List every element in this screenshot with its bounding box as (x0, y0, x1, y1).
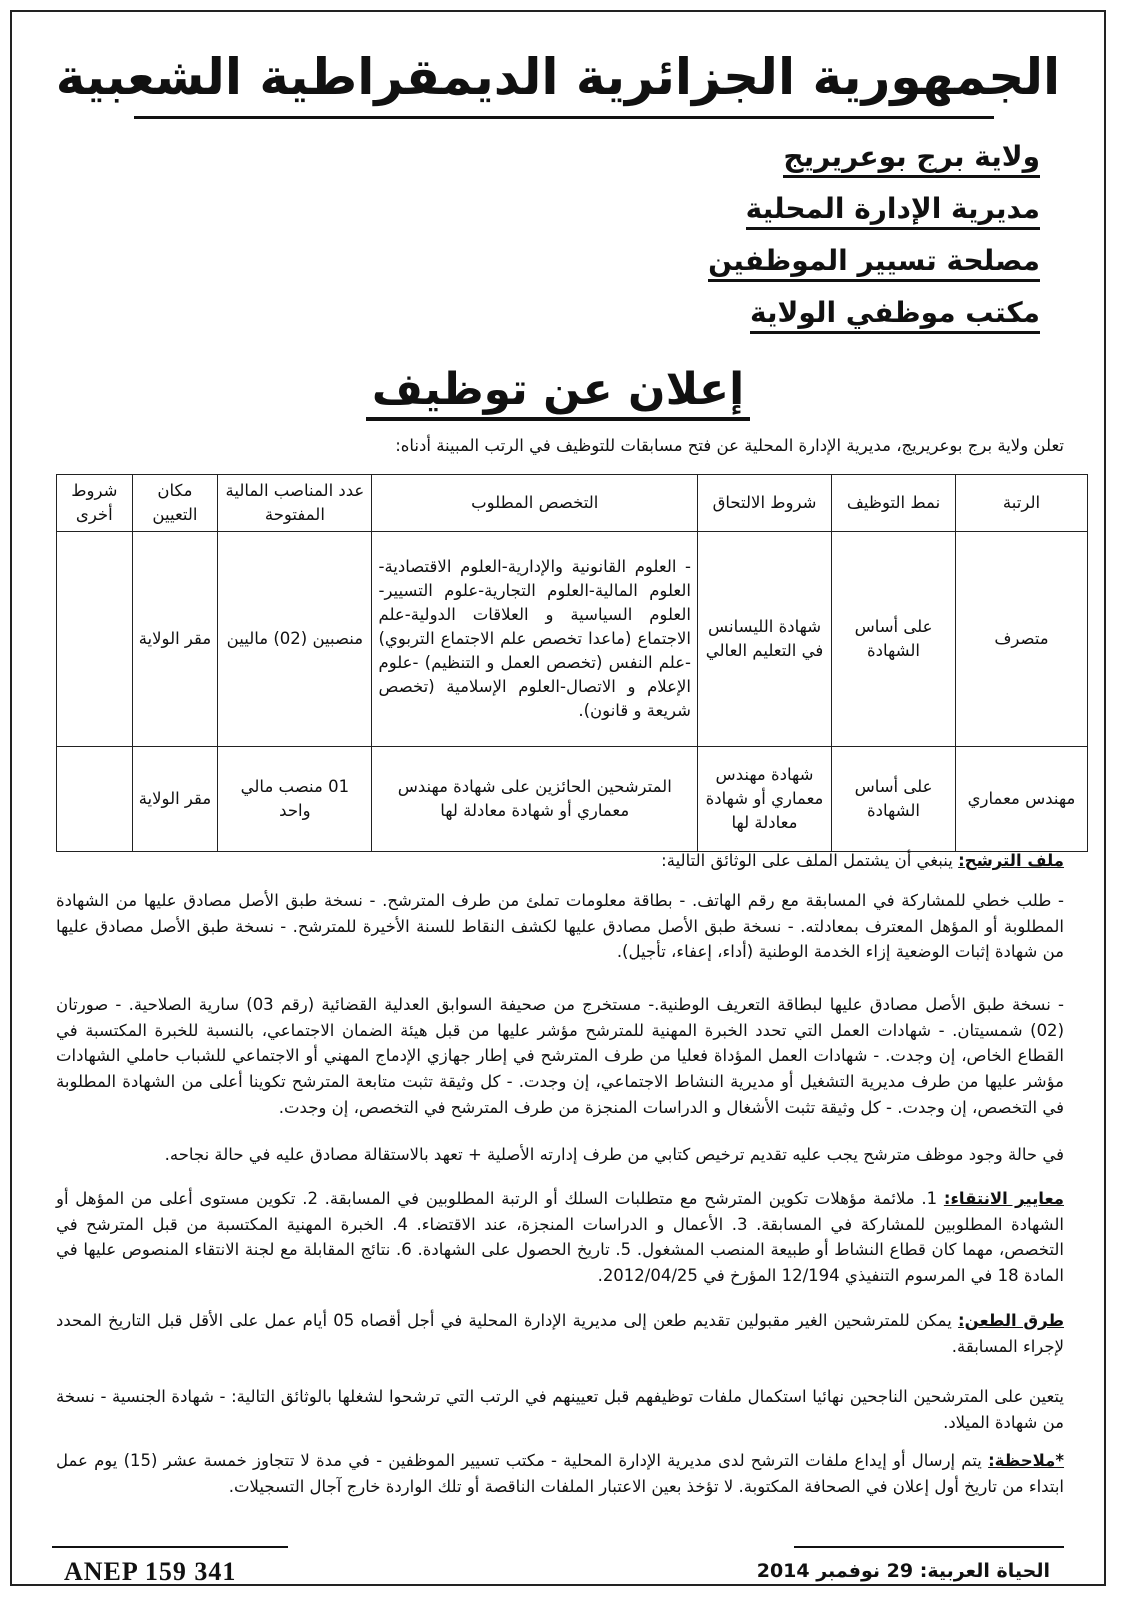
table-row (57, 532, 1088, 747)
table-header-row (57, 475, 1088, 532)
table-row (57, 747, 1088, 852)
employee-note: في حالة وجود موظف مترشح يجب عليه تقديم ترخيص كتابي من طرف إدارته الأصلية + تعهد بالاستقالة مصادق عليه في حالة نجاحه. (164, 1145, 1064, 1164)
cell-condition: شهادة الليسانس في التعليم العالي (698, 532, 832, 747)
dossier-intro: ينبغي أن يشتمل الملف على الوثائق التالية: (661, 851, 959, 870)
header-mode: نمط التوظيف (832, 475, 956, 532)
cell-rank: مهندس معماري (955, 747, 1087, 852)
anep-reference: ANEP 159 341 (64, 1557, 237, 1586)
org-line-directorate: مديرية الإدارة المحلية (746, 192, 1040, 230)
header-place: مكان التعيين (132, 475, 218, 532)
cell-mode: على أساس الشهادة (832, 747, 956, 852)
cell-condition: شهادة مهندس معماري أو شهادة معادلة لها (698, 747, 832, 852)
header-other: شروط أخرى (57, 475, 133, 532)
cell-specialty: - العلوم القانونية والإدارية-العلوم الاقتصادية-العلوم المالية-العلوم التجارية-علوم التسيير-العلوم السياسية و العلاقات الدولية-علم الاجتماع (ماعدا تخصص علم الاجتماع التربوي) -علم النفس (تخصص العمل و التنظيم) -علوم الإعلام و الاتصال-العلوم الإسلامية (تخصص شريعة و قانون). (372, 532, 698, 747)
header-condition: شروط الالتحاق (698, 475, 832, 532)
appeal-label: طرق الطعن: (958, 1311, 1064, 1330)
header-rank: الرتبة (955, 475, 1087, 532)
criteria-text: 1. ملائمة مؤهلات تكوين المترشح مع متطلبات السلك أو الرتبة المطلوبين في المسابقة. 2. تكوين مستوى أعلى من المؤهل أو الشهادة المطلوبين للمشاركة في المسابقة. 3. الأعمال و الدراسات المنجزة، عند الاقتضاء. 4. الخبرة المهنية المكتسبة من قبل المترشح في التخصص، مهما كان قطاع النشاط أو طبيعة المنصب المشغول. 5. تاريخ الحصول على الشهادة. 6. نتائج المقابلة مع لجنة الانتقاء المنصوص عليها في المادة 18 في المرسوم التنفيذي 12/194 المؤرخ في 2012/04/25. (56, 1189, 1064, 1286)
title-underline (134, 116, 994, 119)
header-specialty: التخصص المطلوب (372, 475, 698, 532)
note-section (56, 1448, 1064, 1499)
positions-table (56, 474, 1088, 852)
footer-rule-left (52, 1546, 288, 1548)
appeal-section (56, 1308, 1064, 1359)
newspaper-date: الحياة العربية: 29 نوفمبر 2014 (756, 1560, 1050, 1582)
cell-place: مقر الولاية (132, 532, 218, 747)
cell-mode: على أساس الشهادة (832, 532, 956, 747)
dossier-paragraph-2: - نسخة طبق الأصل مصادق عليها لبطاقة التعريف الوطنية.- مستخرج من صحيفة السوابق العدلية القضائية (رقم 03) سارية الصلاحية. - صورتان (02) شمسيتان. - شهادات العمل التي تحدد الخبرة المهنية للمترشح مؤشر عليها من قبل هيئة الضمان الاجتماعي، بالنسبة للخبرة المكتسبة في القطاع الخاص، إن وجدت. - شهادات العمل المؤداة فعليا من طرف المترشح في إطار جهازي الإدماج المهني أو الاجتماعي للشباب حاملي الشهادات مؤشر عليها من طرف مديرية التشغيل أو مديرية النشاط الاجتماعي، إن وجدت. - كل وثيقة تثبت متابعة المترشح تكوينا أعلى من الشهادة المطلوبة في التخصص، إن وجدت. - كل وثيقة تثبت الأشغال و الدراسات المنجزة من طرف المترشح في التخصص، إن وجدت. (56, 995, 1065, 1117)
note-text: يتم إرسال أو إيداع ملفات الترشح لدى مديرية الإدارة المحلية - مكتب تسيير الموظفين - في مدة لا تتجاوز خمسة عشر (15) يوم عمل ابتداء من تاريخ أول إعلان في الصحافة المكتوبة. لا تؤخذ بعين الاعتبار الملفات الناقصة أو تلك الواردة خارج آجال التسجيلات. (56, 1451, 1064, 1496)
criteria-label: معايير الانتقاء: (943, 1189, 1064, 1208)
dossier-heading (56, 848, 1064, 874)
announcement-page (10, 10, 1106, 1586)
cell-place: مقر الولاية (132, 747, 218, 852)
cell-other (57, 747, 133, 852)
note-label: *ملاحظة: (988, 1451, 1065, 1470)
announcement-title: إعلان عن توظيف (12, 364, 1104, 415)
selection-criteria (56, 1186, 1064, 1289)
page-title: الجمهورية الجزائرية الديمقراطية الشعبية (55, 48, 1061, 106)
footer-rule-right (794, 1546, 1064, 1548)
org-line-service: مصلحة تسيير الموظفين (708, 244, 1040, 282)
cell-other (57, 532, 133, 747)
header-posts: عدد المناصب المالية المفتوحة (218, 475, 372, 532)
dossier-label: ملف الترشح: (958, 851, 1064, 870)
org-line-office: مكتب موظفي الولاية (750, 296, 1040, 334)
announcement-intro: تعلن ولاية برج بوعريريج، مديرية الإدارة المحلية عن فتح مسابقات للتوظيف في الرتب المبينة أدناه: (395, 436, 1064, 455)
successful-candidates: يتعين على المترشحين الناجحين نهائيا استكمال ملفات توظيفهم قبل تعيينهم في الرتب التي ترشحوا لشغلها بالوثائق التالية: - شهادة الجنسية - نسخة من شهادة الميلاد. (56, 1387, 1064, 1432)
cell-specialty: المترشحين الحائزين على شهادة مهندس معماري أو شهادة معادلة لها (372, 747, 698, 852)
appeal-text: يمكن للمترشحين الغير مقبولين تقديم طعن إلى مديرية الإدارة المحلية في أجل أقصاه 05 أيام عمل على الأقل قبل التاريخ المحدد لإجراء المسابقة. (56, 1311, 1064, 1356)
cell-rank: متصرف (955, 532, 1087, 747)
dossier-paragraph-1: - طلب خطي للمشاركة في المسابقة مع رقم الهاتف. - بطاقة معلومات تملئ من طرف المترشح. - نسخة طبق الأصل مصادق عليها من الشهادة المطلوبة أو المؤهل المعترف بمعادلته. - نسخة طبق الأصل مصادق عليها لكشف النقاط للسنة الأخيرة للمترشح. - نسخة طبق الأصل مصادق عليها من شهادة إثبات الوضعية إزاء الخدمة الوطنية (أداء، إعفاء، تأجيل). (56, 891, 1064, 962)
cell-posts: منصبين (02) ماليين (218, 532, 372, 747)
cell-posts: 01 منصب مالي واحد (218, 747, 372, 852)
org-line-wilaya: ولاية برج بوعريريج (783, 140, 1040, 178)
